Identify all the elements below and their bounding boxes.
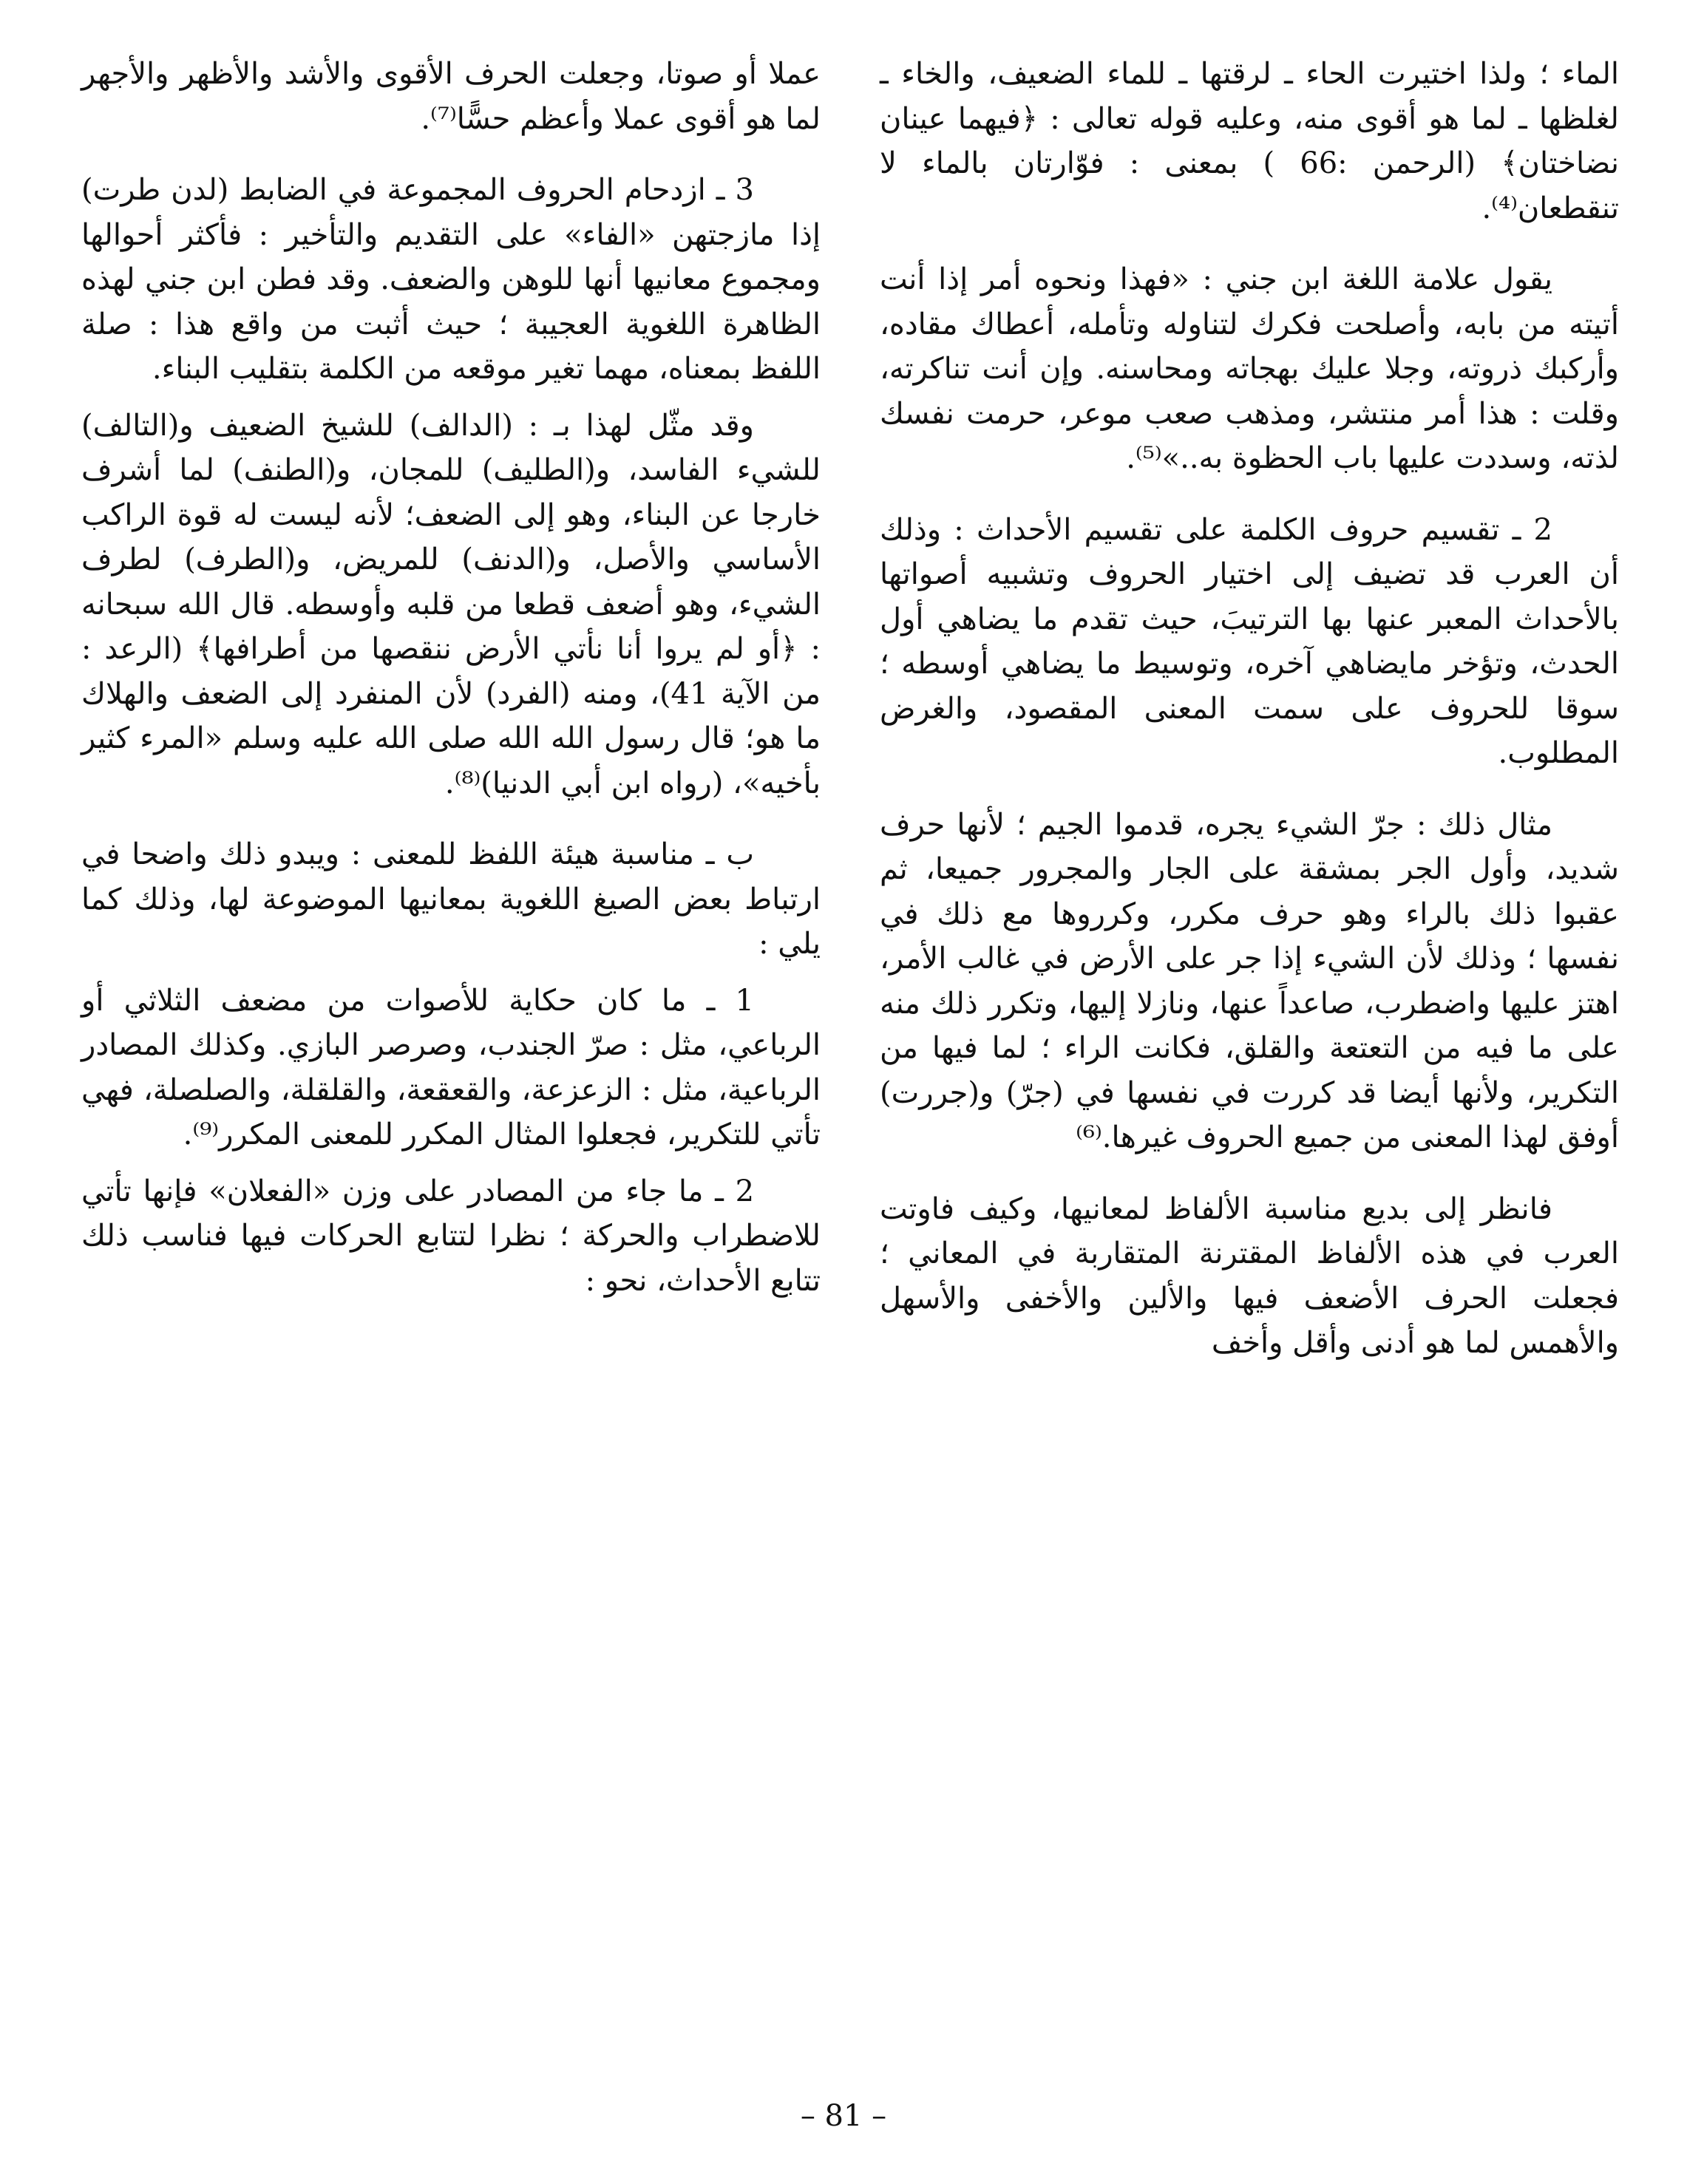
paragraph: ب ـ مناسبة هيئة اللفظ للمعنى : ويبدو ذلك واضحا في ارتباط بعض الصيغ اللغوية بمعانيها الموضوعة لها، وذلك كما يلي : (81, 837, 821, 961)
paragraph: 1 ـ ما كان حكاية للأصوات من مضعف الثلاثي أو الرباعي، مثل : صرّ الجندب، وصرصر البازي. وكذلك المصادر الرباعية، مثل : الزعزعة، والقعقعة، والقلقلة، والصلصلة، فهي تأتي للتكرير، فجعلوا المثال المكرر للمعنى المكرر⁽⁹⁾. (81, 983, 821, 1151)
paragraph: وقد مثّل لهذا بـ : (الدالف) للشيخ الضعيف و(التالف) للشيء الفاسد، و(الطليف) للمجان، و(الطنف) لما أشرف خارجا عن البناء، وهو إلى الضعف؛ لأنه ليست له قوة الراكب الأساسي والأصل، و(الدنف) للمريض، و(الطرف) لطرف الشيء، وهو أضعف قطعا من قلبه وأوسطه. قال الله سبحانه : ﴿أو لم يروا أنا نأتي الأرض ننقصها من أطرافها﴾ (الرعد : من الآية 41)، ومنه (الفرد) لأن المنفرد إلى الضعف والهلاك ما هو؛ قال رسول الله الله صلى الله عليه وسلم «المرء كثير بأخيه»، (رواه ابن أبي الدنيا)⁽⁸⁾. (81, 408, 821, 800)
paragraph: 3 ـ ازدحام الحروف المجموعة في الضابط (لدن طرت) إذا مازجتهن «الفاء» على التقديم والتأخير : فأكثر أحوالها ومجموع معانيها أنها للوهن والضعف. وقد فطن ابن جني لهذه الظاهرة اللغوية العجيبة ؛ حيث أثبت من واقع هذا : صلة اللفظ بمعناه، مهما تغير موقعه من الكلمة بتقليب البناء. (81, 173, 821, 386)
paragraph: يقول علامة اللغة ابن جني : «فهذا ونحوه أمر إذا أنت أتيته من بابه، وأصلحت فكرك لتناوله وتأمله، أعطاك مقاده، وأركبك ذروته، وجلا عليك بهجاته ومحاسنه. وإن أنت تناكرته، وقلت : هذا أمر منتشر، ومذهب صعب موعر، حرمت نفسك لذته، وسددت عليها باب الحظوة به..»⁽⁵⁾. (880, 262, 1619, 475)
paragraph: مثال ذلك : جرّ الشيء يجره، قدموا الجيم ؛ لأنها حرف شديد، وأول الجر بمشقة على الجار والمجرور جميعا، ثم عقبوا ذلك بالراء وهو حرف مكرر، وكرروها مع ذلك في نفسها ؛ وذلك لأن الشيء إذا جر على الأرض في غالب الأمر، اهتز عليها واضطرب، صاعداً عنها، ونازلا إليها، وتكرر ذلك منه على ما فيه من التعتعة والقلق، فكانت الراء ؛ لما فيها من التكرير، ولأنها أيضا قد كررت في نفسها في (جرّ) و(جررت) أوفق لهذا المعنى من جميع الحروف غيرها.⁽⁶⁾ (880, 807, 1619, 1154)
page-number: – 81 – (800, 2099, 887, 2133)
paragraph: عملا أو صوتا، وجعلت الحرف الأقوى والأشد والأظهر والأجهر لما هو أقوى عملا وأعظم حسًّا⁽⁷⁾. (81, 57, 821, 136)
paragraph: 2 ـ ما جاء من المصادر على وزن «الفعلان» فإنها تأتي للاضطراب والحركة ؛ نظرا لتتابع الحركات فيها فناسب ذلك تتابع الأحداث، نحو : (81, 1174, 821, 1298)
paragraph: فانظر إلى بديع مناسبة الألفاظ لمعانيها، وكيف فاوتت العرب في هذه الألفاظ المقترنة المتقاربة في المعاني ؛ فجعلت الحرف الأضعف فيها والألين والأخفى والأسهل والأهمس لما هو أدنى وأقل وأخف (880, 1191, 1619, 1360)
paragraph: 2 ـ تقسيم حروف الكلمة على تقسيم الأحداث : وذلك أن العرب قد تضيف إلى اختيار الحروف وتشبيه أصواتها بالأحداث المعبر عنها بها الترتيبَ، حيث تقدم ما يضاهي أول الحدث، وتؤخر مايضاهي آخره، وتوسيط ما يضاهي أوسطه ؛ سوقا للحروف على سمت المعنى المقصود، والغرض المطلوب. (880, 512, 1619, 770)
right-column (880, 52, 1619, 1392)
paragraph: الماء ؛ ولذا اختيرت الحاء ـ لرقتها ـ للماء الضعيف، والخاء ـ لغلظها ـ لما هو أقوى منه، وعليه قوله تعالى : ﴿فيهما عينان نضاختان﴾ (الرحمن :66 ) بمعنى : فوّارتان بالماء لا تنقطعان⁽⁴⁾. (880, 57, 1619, 225)
left-column (81, 52, 821, 1315)
